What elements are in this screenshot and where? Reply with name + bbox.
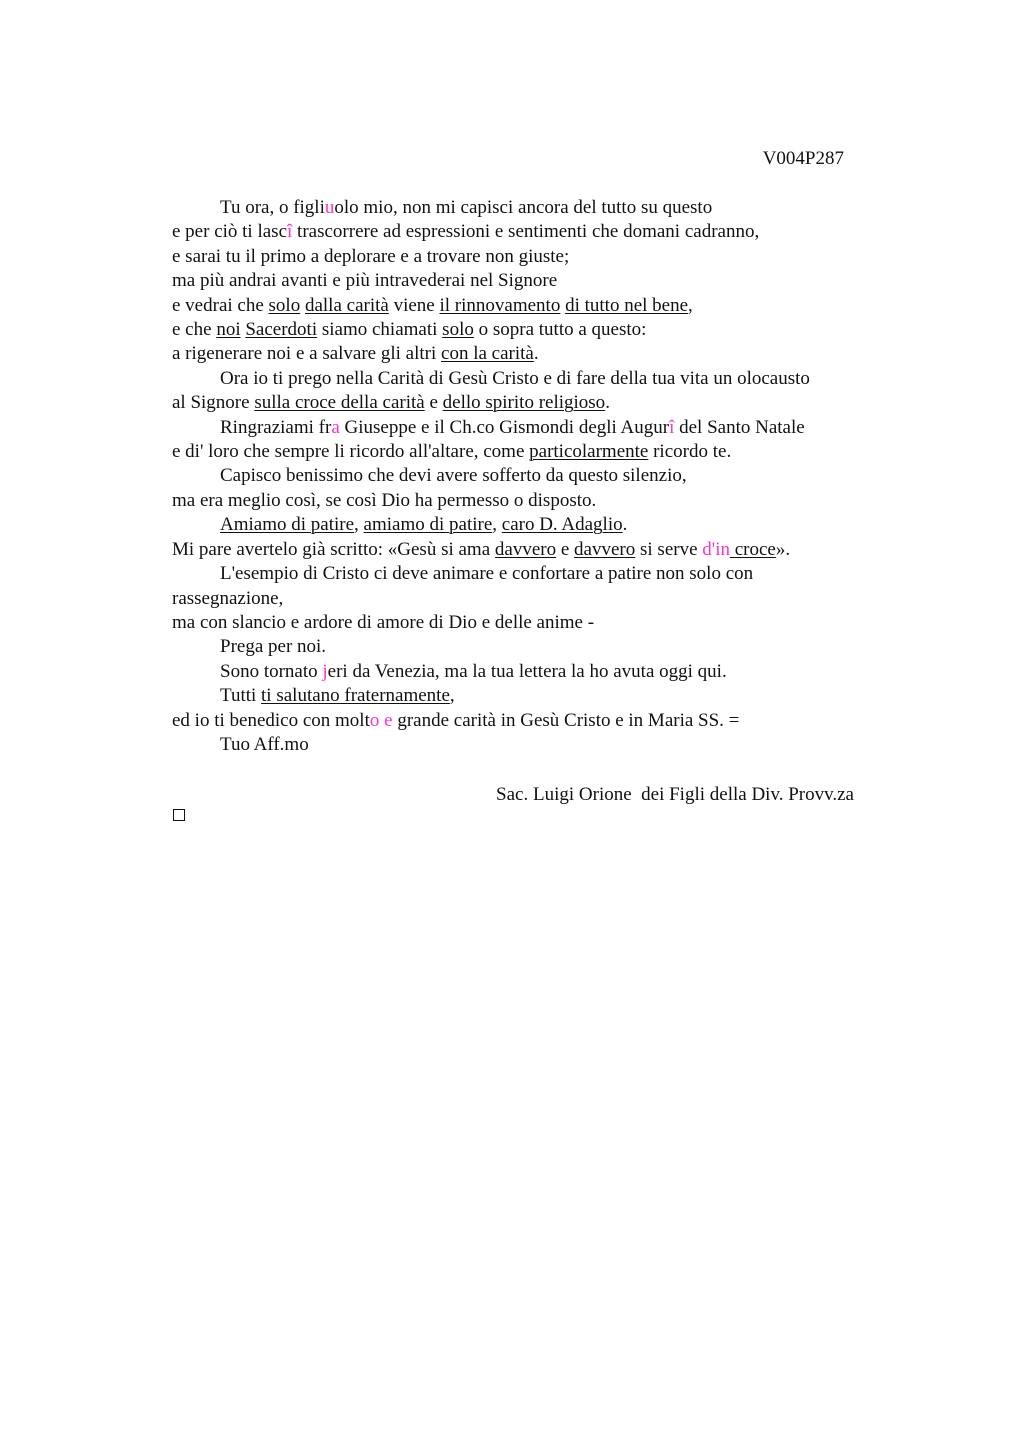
letter-line xyxy=(172,220,872,244)
letter-line xyxy=(172,538,872,562)
letter-line xyxy=(172,342,872,366)
letter-line xyxy=(172,196,872,220)
text-segment: Tu ora, o figli xyxy=(220,197,325,218)
letter-line xyxy=(172,440,872,464)
signature: Sac. Luigi Orione dei Figli della Div. Provv.za xyxy=(496,784,854,805)
letter-line xyxy=(172,318,872,342)
letter-body xyxy=(172,196,872,757)
text-segment: Mi pare avertelo già scritto: «Gesù si ama xyxy=(172,538,495,560)
highlighted-text: d'in xyxy=(702,538,730,560)
letter-line xyxy=(172,684,872,708)
text-segment: o sopra tutto a questo: xyxy=(473,319,647,341)
text-segment: e xyxy=(556,538,575,560)
highlighted-text: î xyxy=(287,221,293,243)
underlined-text: caro D. Adaglio xyxy=(501,514,623,536)
letter-line xyxy=(172,513,872,537)
text-segment: L'esempio di Cristo ci deve animare e confortare a patire non solo con xyxy=(220,563,754,585)
letter-line xyxy=(172,245,872,269)
letter-line xyxy=(172,489,872,513)
highlighted-text: o e xyxy=(369,709,393,731)
underlined-text: ti salutano fraternamente xyxy=(261,685,450,707)
text-segment: ma era meglio così, se così Dio ha permesso o disposto. xyxy=(172,489,597,511)
text-segment: trascorrere ad espressioni e sentimenti che domani cadranno, xyxy=(292,221,760,243)
text-segment: Tutti xyxy=(220,685,262,707)
letter-line xyxy=(172,587,872,611)
underlined-text: davvero xyxy=(494,538,557,560)
highlighted-text: î xyxy=(669,416,675,438)
underlined-text: amiamo di patire xyxy=(363,514,493,536)
text-segment: grande carità in Gesù Cristo e in Maria SS. = xyxy=(392,709,740,731)
text-segment: , xyxy=(688,294,693,316)
text-segment: Tuo Aff.mo xyxy=(220,733,309,755)
text-segment: . xyxy=(622,514,628,536)
letter-line xyxy=(172,709,872,733)
text-segment: ma più andrai avanti e più intravederai nel Signore xyxy=(172,270,558,292)
underlined-text: il rinnovamento xyxy=(439,294,561,316)
letter-line xyxy=(172,635,872,659)
text-segment: ricordo te. xyxy=(648,441,732,463)
text-segment: e xyxy=(424,392,443,414)
letter-line xyxy=(172,611,872,635)
underlined-text: dalla carità xyxy=(304,294,389,316)
checkbox-square-icon xyxy=(173,809,185,821)
text-segment: , xyxy=(492,514,502,536)
underlined-text: con la carità xyxy=(441,343,534,365)
underlined-text: Sacerdoti xyxy=(245,319,318,341)
text-segment: olo mio, non mi capisci ancora del tutto su questo xyxy=(334,197,713,218)
text-segment: al Signore xyxy=(172,392,255,414)
underlined-text: croce xyxy=(729,538,776,560)
text-segment: Giuseppe e il Ch.co Gismondi degli Augur xyxy=(339,416,670,438)
letter-line xyxy=(172,391,872,415)
text-segment: ». xyxy=(775,538,791,560)
highlighted-text: j xyxy=(322,660,328,682)
text-segment: Capisco benissimo che devi avere sofferto da questo silenzio, xyxy=(220,465,687,487)
text-segment: Sono tornato xyxy=(220,660,323,682)
text-segment: , xyxy=(449,685,455,707)
text-segment: eri da Venezia, ma la tua lettera la ho avuta oggi qui. xyxy=(327,660,727,682)
underlined-text: di tutto nel bene xyxy=(565,294,689,316)
underlined-text: particolarmente xyxy=(529,441,649,463)
text-segment: ma con slancio e ardore di amore di Dio e delle anime - xyxy=(172,611,595,633)
letter-line xyxy=(172,367,872,391)
letter-line xyxy=(172,269,872,293)
underlined-text: davvero xyxy=(574,538,636,560)
letter-line xyxy=(172,733,872,757)
text-segment: e per ciò ti lasc xyxy=(172,221,288,243)
letter-line xyxy=(172,464,872,488)
text-segment: Ringraziami fr xyxy=(220,416,332,438)
underlined-text: noi xyxy=(216,319,241,341)
letter-line xyxy=(172,294,872,318)
text-segment: e che xyxy=(172,319,217,341)
text-segment: , xyxy=(354,514,364,536)
text-segment: Prega per noi. xyxy=(220,636,327,658)
text-segment: siamo chiamati xyxy=(317,319,443,341)
page-code: V004P287 xyxy=(762,148,844,169)
text-segment: . xyxy=(533,343,539,365)
text-segment: si serve xyxy=(635,538,703,560)
text-segment: viene xyxy=(388,294,440,316)
letter-line xyxy=(172,562,872,586)
letter-line xyxy=(172,416,872,440)
text-segment: Ora io ti prego nella Carità di Gesù Cristo e di fare della tua vita un olocausto xyxy=(220,367,810,389)
text-segment: e sarai tu il primo a deplorare e a trovare non giuste; xyxy=(172,245,570,267)
text-segment: del Santo Natale xyxy=(674,416,805,438)
text-segment: rassegnazione, xyxy=(172,587,284,609)
highlighted-text: a xyxy=(331,416,340,438)
text-segment: e vedrai che xyxy=(172,294,269,316)
underlined-text: sulla croce della carità xyxy=(254,392,425,414)
text-segment: . xyxy=(605,392,610,414)
text-segment: ed io ti benedico con molt xyxy=(172,709,370,731)
text-segment: e di' loro che sempre li ricordo all'altare, come xyxy=(172,441,530,463)
letter-line xyxy=(172,660,872,684)
underlined-text: solo xyxy=(268,294,301,316)
underlined-text: solo xyxy=(442,319,474,341)
text-segment: a rigenerare noi e a salvare gli altri xyxy=(172,343,442,365)
underlined-text: Amiamo di patire xyxy=(220,514,355,536)
underlined-text: dello spirito religioso xyxy=(442,392,606,414)
highlighted-text: u xyxy=(324,197,335,218)
